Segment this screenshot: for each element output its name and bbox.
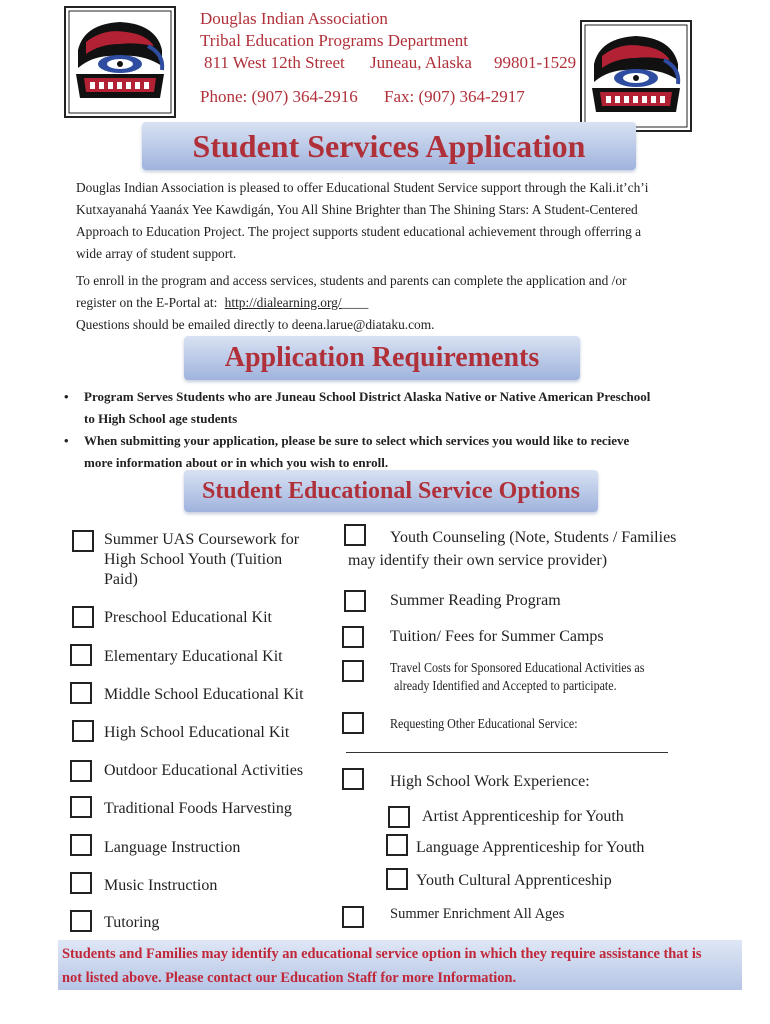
- intro-line: Douglas Indian Association is pleased to offer Educational Student Service support through the Kali.it’ch’i: [76, 180, 649, 195]
- label-line: Summer UAS Coursework for: [104, 531, 300, 548]
- enroll-line: To enroll in the program and access services, students and parents can complete the application and /or: [76, 273, 627, 288]
- counseling-label-line2: may identify their own service provider): [348, 552, 608, 569]
- language-checkbox[interactable]: [70, 834, 92, 856]
- enroll-line-text: register on the E-Portal at:: [76, 295, 218, 310]
- music-checkbox[interactable]: [70, 872, 92, 894]
- label-line: High School Youth (Tuition: [104, 551, 283, 568]
- intro-line: Kutxayanahá Yaanáx Yee Kawdigán, You All Shine Brighter than The Shining Stars: A Student-Centered: [76, 202, 638, 217]
- artist-apprenticeship-label: Artist Apprenticeship for Youth: [422, 808, 624, 825]
- summer-reading-label: Summer Reading Program: [390, 592, 561, 609]
- other-service-input-line[interactable]: [346, 752, 668, 753]
- tutoring-label: Tutoring: [104, 914, 160, 931]
- requirements-banner: [184, 336, 580, 380]
- music-label: Music Instruction: [104, 877, 218, 894]
- enroll-line: [76, 292, 696, 314]
- artist-apprenticeship-checkbox[interactable]: [388, 806, 410, 828]
- high-kit-label: High School Educational Kit: [104, 724, 290, 741]
- city-state: Juneau, Alaska: [370, 53, 472, 72]
- middle-kit-checkbox[interactable]: [70, 682, 92, 704]
- org-name: Douglas Indian Association: [200, 9, 388, 28]
- requirements-heading: Application Requirements: [224, 342, 540, 373]
- footer-note: [58, 940, 742, 990]
- preschool-kit-checkbox[interactable]: [72, 606, 94, 628]
- fax-number: Fax: (907) 364-2917: [384, 87, 525, 106]
- outdoor-checkbox[interactable]: [70, 760, 92, 782]
- title-banner: [142, 122, 636, 170]
- options-banner: [184, 470, 598, 512]
- elementary-kit-label: Elementary Educational Kit: [104, 648, 283, 665]
- travel-costs-label-line2: already Identified and Accepted to participate.: [394, 679, 617, 694]
- requirement-bullet: [64, 386, 704, 474]
- enroll-paragraph: [76, 270, 696, 336]
- tuition-camps-checkbox[interactable]: [342, 626, 364, 648]
- bullet-line: [64, 430, 704, 452]
- high-kit-checkbox[interactable]: [72, 720, 94, 742]
- cultural-apprenticeship-label: Youth Cultural Apprenticeship: [416, 872, 612, 889]
- elementary-kit-checkbox[interactable]: [70, 644, 92, 666]
- summer-reading-checkbox[interactable]: [344, 590, 366, 612]
- preschool-kit-label: Preschool Educational Kit: [104, 609, 272, 626]
- summer-uas-checkbox[interactable]: [72, 530, 94, 552]
- counseling-checkbox[interactable]: [344, 524, 366, 546]
- bullet-text: Program Serves Students who are Juneau School District Alaska Native or Native American Preschool: [84, 389, 651, 404]
- foods-checkbox[interactable]: [70, 796, 92, 818]
- tribal-logo-left: [64, 6, 176, 118]
- bullet-line: to High School age students: [84, 411, 238, 426]
- travel-costs-label-line1: Travel Costs for Sponsored Educational Activities as: [390, 661, 645, 676]
- cultural-apprenticeship-checkbox[interactable]: [386, 868, 408, 890]
- work-experience-label: High School Work Experience:: [390, 773, 590, 790]
- outdoor-label: Outdoor Educational Activities: [104, 762, 304, 779]
- foods-label: Traditional Foods Harvesting: [104, 800, 292, 817]
- bullet-dot: •: [64, 433, 69, 448]
- bullet-text: When submitting your application, please be sure to select which services you would like to recieve: [84, 433, 630, 448]
- travel-costs-checkbox[interactable]: [342, 660, 364, 682]
- options-heading: Student Educational Service Options: [201, 478, 581, 504]
- other-service-checkbox[interactable]: [342, 712, 364, 734]
- language-label: Language Instruction: [104, 839, 241, 856]
- bullet-dot: •: [64, 389, 69, 404]
- summer-uas-label: [104, 530, 299, 590]
- middle-kit-label: Middle School Educational Kit: [104, 686, 304, 703]
- tribal-logo-right: [580, 20, 692, 132]
- footer-line: Students and Families may identify an educational service option in which they require assistance that is: [62, 946, 702, 962]
- work-experience-checkbox[interactable]: [342, 768, 364, 790]
- zip-code: 99801-1529: [494, 53, 577, 72]
- language-apprenticeship-label: Language Apprenticeship for Youth: [416, 839, 645, 856]
- contact-email-line: Questions should be emailed directly to deena.larue@diataku.com.: [76, 317, 435, 332]
- tuition-camps-label: Tuition/ Fees for Summer Camps: [390, 628, 604, 645]
- intro-line: Approach to Education Project. The project supports student educational achievement through offerring a: [76, 224, 642, 239]
- tutoring-checkbox[interactable]: [70, 910, 92, 932]
- phone-number: Phone: (907) 364-2916: [200, 87, 358, 106]
- summer-enrichment-label: Summer Enrichment All Ages: [390, 906, 565, 922]
- intro-line: wide array of student support.: [76, 246, 237, 261]
- summer-enrichment-checkbox[interactable]: [342, 906, 364, 928]
- street-address: 811 West 12th Street: [204, 53, 345, 72]
- department-name: Tribal Education Programs Department: [200, 31, 469, 50]
- footer-line: not listed above. Please contact our Education Staff for more Information.: [62, 970, 517, 986]
- counseling-label-line1: Youth Counseling (Note, Students / Families: [390, 529, 677, 546]
- page-title: Student Services Application: [192, 128, 586, 164]
- other-service-label: Requesting Other Educational Service:: [390, 717, 578, 732]
- e-portal-link[interactable]: http://dialearning.org/: [224, 295, 342, 310]
- bullet-line: [64, 386, 704, 408]
- label-line: Paid): [104, 571, 138, 588]
- intro-paragraph: [76, 177, 696, 265]
- language-apprenticeship-checkbox[interactable]: [386, 834, 408, 856]
- link-underline: ____: [341, 295, 369, 310]
- bullet-line: more information about or in which you wish to enroll.: [84, 455, 389, 470]
